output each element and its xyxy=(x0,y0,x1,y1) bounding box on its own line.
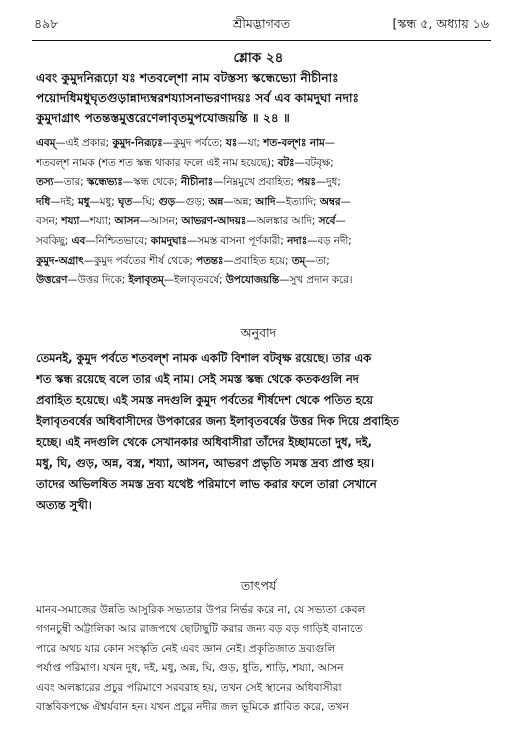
translation-line: প্রবাহিত হয়েছে। এই সমস্ত নদগুলি কুমুদ পর্বতের শীর্ষদেশ থেকে পতিত হয়ে xyxy=(36,393,373,407)
sanskrit-word: কুমুদ-অগ্রাৎ xyxy=(36,254,84,267)
word-meaning: —কুমুদ পর্বতের শীর্ষ থেকে; xyxy=(83,254,197,267)
sanskrit-word: এবম্ xyxy=(36,137,56,149)
chapter-location: [স্কন্ধ ৫, অধ্যায় ১৬ xyxy=(392,16,489,31)
sanskrit-word: আসন xyxy=(114,215,140,228)
word-meaning: —অন্ন; xyxy=(223,195,256,208)
purport-line: পারে অথচ যার কোন সংস্কৃতি নেই এবং জ্ঞান নেই। প্রকৃতিজাত দ্রব্যগুলি xyxy=(36,642,336,655)
sanskrit-word: আভরণ-আদয়ঃ xyxy=(181,215,247,228)
word-meaning: —ইলাবৃতবর্ষে; xyxy=(163,274,226,287)
purport-line: গগনচুম্বী অট্টালিকা আর রাজপথে ছোটাছুটি করার জন্য বড় বড় গাড়িই বানাতে xyxy=(36,623,363,636)
verse-label: শ্লোক ২৪ xyxy=(233,50,284,66)
sanskrit-word: কামদুঘাঃ xyxy=(150,234,187,247)
word-meaning: শতবল্শ নামক (শত শত স্কন্ধ থাকার ফলে এই নাম হয়েছে); xyxy=(36,156,278,169)
purport-line: এবং অলঙ্কারের প্রচুর পরিমাণে সরবরাহ হয়, তখন সেই স্থানের অধিবাসীরা xyxy=(36,681,342,694)
word-meanings xyxy=(36,134,491,291)
word-meaning: —অলঙ্কার আদি; xyxy=(246,215,319,228)
sanskrit-word: সর্বে xyxy=(318,215,336,228)
book-title: শ্রীমদ্ভাগবত xyxy=(232,16,291,31)
sanskrit-word: যঃ xyxy=(225,137,238,149)
word-meaning: বসন; xyxy=(36,215,62,228)
word-meaning: —আসন; xyxy=(139,215,182,228)
translation-line: শত স্কন্ধ রয়েছে বলে তার এই নাম। সেই সমস্ত স্কন্ধ থেকে কতকগুলি নদ xyxy=(36,372,359,386)
word-meaning: —বটবৃক্ষ; xyxy=(294,156,334,169)
purport-heading: তাৎপর্য xyxy=(240,578,277,593)
sanskrit-word: তস্য xyxy=(36,176,54,189)
synonym-line xyxy=(36,271,491,291)
word-meaning: —প্রবাহিত হয়ে; xyxy=(223,254,292,267)
sanskrit-word: অন্ন xyxy=(208,195,224,208)
word-meaning: —যা; xyxy=(237,137,264,149)
sanskrit-word: গুড় xyxy=(158,195,175,208)
sanskrit-word: ঘৃত xyxy=(117,195,133,208)
synonym-line xyxy=(36,134,491,154)
translation-line: তেমনই, কুমুদ পর্বতে শতবল্শ নামক একটি বিশাল বটবৃক্ষ রয়েছে। তার এক xyxy=(36,351,372,365)
word-meaning: —উত্তর দিকে; xyxy=(67,274,129,287)
synonym-line xyxy=(36,232,491,252)
sanskrit-word: তম্ xyxy=(291,254,306,267)
word-meaning: —গুড়; xyxy=(174,195,209,208)
sanskrit-word: স্কন্ধেভ্যঃ xyxy=(86,176,123,189)
word-meaning: —সমস্ত বাসনা পূর্ণকারী; xyxy=(186,234,288,247)
word-meaning: — xyxy=(340,195,351,208)
sanskrit-word: নীচীনাঃ xyxy=(180,176,214,189)
verse-line: কুমুদাগ্রাৎ পতন্তস্তমুত্তরেণেলাবৃতমুপযোজয়ন্তি ॥ ২৪ ॥ xyxy=(36,111,290,125)
word-meaning: —ঘি; xyxy=(132,195,159,208)
word-meaning: —ইত্যাদি; xyxy=(275,195,320,208)
word-meaning: —এই প্রকার; xyxy=(55,137,113,149)
word-meaning: — xyxy=(324,137,336,149)
running-header xyxy=(34,16,489,38)
header-rule xyxy=(32,40,491,41)
word-meaning: —নিম্নমুখে প্রবাহিত; xyxy=(213,176,298,189)
word-meaning: সবকিছু; xyxy=(36,234,72,247)
word-meaning: —দই; xyxy=(50,195,78,208)
sanskrit-word: শত-বল্শঃ নাম xyxy=(263,137,325,149)
word-meaning: —স্কন্ধ থেকে; xyxy=(122,176,181,189)
word-meaning: —কুমুদ পর্বতে; xyxy=(162,137,226,149)
purport-line: পর্যাপ্ত পরিমাণ। যখন দুধ, দই, মধু, অন্ন, ঘি, গুড়, ধুতি, শাড়ি, শয্যা, আসন xyxy=(36,662,344,675)
sanskrit-word: পয়ঃ xyxy=(297,176,316,189)
word-meaning: —মধু; xyxy=(89,195,118,208)
word-meaning: —তা; xyxy=(305,254,330,267)
sanskrit-word: নদাঃ xyxy=(287,234,308,247)
sanskrit-word: ইলাবৃতম্ xyxy=(128,274,164,287)
sanskrit-word: উত্তরেণ xyxy=(36,274,68,287)
purport-text xyxy=(36,601,491,717)
translation-line: তাদের অভিলষিত সমস্ত দ্রব্য যথেষ্ট পরিমাণে লাভ করার ফলে তারা সেখানে xyxy=(36,477,377,491)
verse-line: এবং কুমুদনিরূঢ়ো যঃ শতবল্শো নাম বটস্তস্য স্কন্ধেভ্যো নীচীনাঃ xyxy=(36,71,339,85)
word-meaning: —বড় নদী; xyxy=(307,234,352,247)
purport-line: মানব-সমাজের উন্নতি আসুরিক সভ্যতার উপর নির্ভর করে না, যে সভ্যতা কেবল xyxy=(36,604,366,616)
purport-line: বাস্তবিকপক্ষে ঐশ্বর্যবান হন। যখন প্রচুর নদীর জল ভূমিকে প্লাবিত করে, তখন xyxy=(36,701,349,714)
sanskrit-word: বটঃ xyxy=(277,156,295,169)
synonym-line xyxy=(36,193,491,213)
page-number: ৪৯৮ xyxy=(34,16,59,31)
translation-heading: অনুবাদ xyxy=(240,325,277,340)
sanskrit-word: এব xyxy=(71,234,86,247)
sanskrit-word: দধি xyxy=(36,195,51,208)
synonym-line xyxy=(36,154,491,174)
verse-text xyxy=(36,68,491,128)
word-meaning: —তার; xyxy=(53,176,87,189)
word-meaning: —দুধ; xyxy=(315,176,341,189)
sanskrit-word: উপযোজয়ন্তি xyxy=(225,274,280,287)
sanskrit-word: অম্বর xyxy=(319,195,341,208)
sanskrit-word: শয্যা xyxy=(61,215,80,228)
sanskrit-word: আদি xyxy=(255,195,276,208)
sanskrit-word: কুমুদ-নিরূঢ়ঃ xyxy=(112,137,163,149)
sanskrit-word: মধু xyxy=(77,195,90,208)
translation-text xyxy=(36,348,491,516)
synonym-line xyxy=(36,173,491,193)
translation-line: অত্যন্ত সুখী। xyxy=(36,498,92,512)
translation-line: ইলাবৃতবর্ষের অধিবাসীদের উপকারের জন্য ইলাবৃতবর্ষের উত্তর দিক দিয়ে প্রবাহিত xyxy=(36,414,399,428)
word-meaning: — xyxy=(335,215,346,228)
word-meaning: —নিশ্চিতভাবে; xyxy=(85,234,151,247)
sanskrit-word: পতন্তঃ xyxy=(196,254,224,267)
verse-line: পয়োদধিমধুঘৃতগুড়ান্নাদ্যম্বরশয্যাসনাভরণাদয়ঃ সর্ব এব কামদুঘা নদাঃ xyxy=(36,91,360,105)
word-meaning: —শয্যা; xyxy=(79,215,115,228)
word-meaning: —সুখ প্রদান করে। xyxy=(279,274,353,287)
synonym-line xyxy=(36,212,491,232)
translation-line: হচ্ছে। এই নদগুলি থেকে সেখানকার অধিবাসীরা তাঁদের ইচ্ছামতো দুধ, দই, xyxy=(36,435,373,449)
translation-line: মধু, ঘি, গুড়, অন্ন, বস্ত্র, শয্যা, আসন, আভরণ প্রভৃতি সমস্ত দ্রব্য প্রাপ্ত হয়। xyxy=(36,456,375,470)
synonym-line xyxy=(36,252,491,272)
